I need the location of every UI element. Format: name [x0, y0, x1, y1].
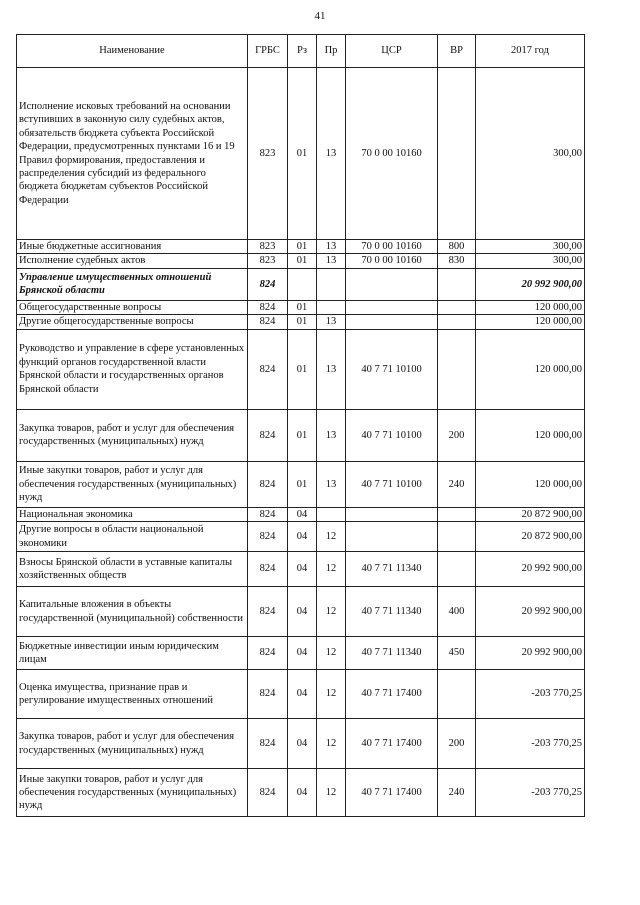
row-pr: 13	[317, 315, 346, 329]
row-pr: 13	[317, 461, 346, 507]
row-csr: 40 7 71 17400	[346, 769, 438, 817]
row-name: Иные закупки товаров, работ и услуг для обеспечения государственных (муниципальных) нужд	[17, 461, 248, 507]
row-csr	[346, 268, 438, 300]
row-vr: 240	[438, 461, 476, 507]
row-grbs: 824	[248, 315, 288, 329]
row-vr: 200	[438, 409, 476, 461]
row-pr: 12	[317, 637, 346, 670]
budget-table	[16, 34, 585, 817]
row-grbs: 824	[248, 329, 288, 409]
row-name: Иные бюджетные ассигнования	[17, 240, 248, 254]
row-name: Оценка имущества, признание прав и регулирование имущественных отношений	[17, 670, 248, 719]
row-pr: 13	[317, 68, 346, 240]
row-grbs: 824	[248, 552, 288, 587]
row-csr: 40 7 71 11340	[346, 587, 438, 637]
row-amount: 120 000,00	[476, 300, 585, 314]
row-amount: 300,00	[476, 68, 585, 240]
row-rz: 04	[288, 670, 317, 719]
row-csr	[346, 522, 438, 552]
header-name: Наименование	[17, 35, 248, 68]
row-rz	[288, 268, 317, 300]
row-vr	[438, 552, 476, 587]
row-pr	[317, 507, 346, 521]
row-amount: 20 992 900,00	[476, 637, 585, 670]
row-name: Другие вопросы в области национальной экономики	[17, 522, 248, 552]
row-pr	[317, 300, 346, 314]
header-grbs: ГРБС	[248, 35, 288, 68]
table-row	[17, 329, 585, 409]
row-vr: 200	[438, 719, 476, 769]
row-rz: 01	[288, 68, 317, 240]
row-amount: 120 000,00	[476, 409, 585, 461]
header-pr: Пр	[317, 35, 346, 68]
row-rz: 04	[288, 587, 317, 637]
row-pr: 12	[317, 769, 346, 817]
row-grbs: 824	[248, 409, 288, 461]
table-row	[17, 461, 585, 507]
row-grbs: 824	[248, 461, 288, 507]
table-header-row	[17, 35, 585, 68]
row-amount: 120 000,00	[476, 329, 585, 409]
table-row	[17, 68, 585, 240]
row-amount: -203 770,25	[476, 670, 585, 719]
row-vr	[438, 329, 476, 409]
row-vr: 400	[438, 587, 476, 637]
row-pr: 13	[317, 240, 346, 254]
table-row	[17, 254, 585, 268]
header-csr: ЦСР	[346, 35, 438, 68]
table-row	[17, 522, 585, 552]
row-grbs: 824	[248, 507, 288, 521]
row-name: Исполнение судебных актов	[17, 254, 248, 268]
row-name: Иные закупки товаров, работ и услуг для обеспечения государственных (муниципальных) нужд	[17, 769, 248, 817]
row-rz: 01	[288, 300, 317, 314]
row-csr: 70 0 00 10160	[346, 254, 438, 268]
row-amount: 20 992 900,00	[476, 552, 585, 587]
row-csr	[346, 300, 438, 314]
row-csr: 70 0 00 10160	[346, 68, 438, 240]
table-row	[17, 315, 585, 329]
row-amount: -203 770,25	[476, 769, 585, 817]
row-grbs: 824	[248, 719, 288, 769]
table-row	[17, 719, 585, 769]
row-pr: 12	[317, 587, 346, 637]
row-name: Взносы Брянской области в уставные капиталы хозяйственных обществ	[17, 552, 248, 587]
table-row	[17, 240, 585, 254]
row-amount: 20 872 900,00	[476, 507, 585, 521]
row-vr: 240	[438, 769, 476, 817]
row-grbs: 824	[248, 587, 288, 637]
table-row	[17, 637, 585, 670]
row-grbs: 823	[248, 68, 288, 240]
row-pr	[317, 268, 346, 300]
row-vr	[438, 507, 476, 521]
row-pr: 12	[317, 670, 346, 719]
row-rz: 04	[288, 637, 317, 670]
row-vr: 450	[438, 637, 476, 670]
row-rz: 04	[288, 719, 317, 769]
row-grbs: 824	[248, 769, 288, 817]
header-year: 2017 год	[476, 35, 585, 68]
row-amount: 20 872 900,00	[476, 522, 585, 552]
row-amount: 20 992 900,00	[476, 587, 585, 637]
table-row	[17, 268, 585, 300]
row-rz: 01	[288, 329, 317, 409]
row-grbs: 824	[248, 637, 288, 670]
row-csr: 40 7 71 10100	[346, 461, 438, 507]
row-name: Руководство и управление в сфере установленных функций органов государственной власти Брянской области и государственных органов Брянской области	[17, 329, 248, 409]
row-csr: 40 7 71 10100	[346, 329, 438, 409]
row-vr	[438, 522, 476, 552]
row-name: Закупка товаров, работ и услуг для обеспечения государственных (муниципальных) нужд	[17, 719, 248, 769]
row-csr: 70 0 00 10160	[346, 240, 438, 254]
row-csr: 40 7 71 11340	[346, 637, 438, 670]
row-csr: 40 7 71 10100	[346, 409, 438, 461]
row-grbs: 823	[248, 254, 288, 268]
row-rz: 01	[288, 315, 317, 329]
row-name: Национальная экономика	[17, 507, 248, 521]
page-number: 41	[314, 10, 326, 22]
row-pr: 13	[317, 329, 346, 409]
row-name: Бюджетные инвестиции иным юридическим лицам	[17, 637, 248, 670]
row-rz: 04	[288, 507, 317, 521]
row-name: Капитальные вложения в объекты государственной (муниципальной) собственности	[17, 587, 248, 637]
row-grbs: 824	[248, 522, 288, 552]
row-csr	[346, 507, 438, 521]
row-vr	[438, 670, 476, 719]
row-amount: -203 770,25	[476, 719, 585, 769]
table-row	[17, 300, 585, 314]
row-name: Закупка товаров, работ и услуг для обеспечения государственных (муниципальных) нужд	[17, 409, 248, 461]
row-pr: 13	[317, 409, 346, 461]
row-rz: 04	[288, 552, 317, 587]
table-row	[17, 552, 585, 587]
row-vr	[438, 268, 476, 300]
row-csr: 40 7 71 17400	[346, 719, 438, 769]
table-row	[17, 507, 585, 521]
row-rz: 01	[288, 240, 317, 254]
row-grbs: 824	[248, 300, 288, 314]
row-name: Исполнение исковых требований на основании вступивших в законную силу судебных актов, обязательств бюджета субъекта Российской Федерации, предусмотренных пунктами 16 и 19 Правил формирования, предоставления и распределения субсидий из федерального бюджета бюджетам субъектов Российской Федерации	[17, 68, 248, 240]
row-rz: 01	[288, 461, 317, 507]
header-vr: ВР	[438, 35, 476, 68]
row-grbs: 823	[248, 240, 288, 254]
table-row	[17, 769, 585, 817]
row-csr: 40 7 71 17400	[346, 670, 438, 719]
header-rz: Рз	[288, 35, 317, 68]
row-rz: 01	[288, 409, 317, 461]
row-pr: 12	[317, 522, 346, 552]
row-vr	[438, 300, 476, 314]
table-row	[17, 670, 585, 719]
row-amount: 20 992 900,00	[476, 268, 585, 300]
row-pr: 12	[317, 552, 346, 587]
row-vr	[438, 68, 476, 240]
row-csr: 40 7 71 11340	[346, 552, 438, 587]
row-amount: 300,00	[476, 254, 585, 268]
row-pr: 12	[317, 719, 346, 769]
row-csr	[346, 315, 438, 329]
row-vr: 800	[438, 240, 476, 254]
row-rz: 01	[288, 254, 317, 268]
row-grbs: 824	[248, 670, 288, 719]
table-row	[17, 587, 585, 637]
row-amount: 300,00	[476, 240, 585, 254]
row-name: Общегосударственные вопросы	[17, 300, 248, 314]
row-vr	[438, 315, 476, 329]
row-name: Другие общегосударственные вопросы	[17, 315, 248, 329]
row-grbs: 824	[248, 268, 288, 300]
row-name: Управление имущественных отношений Брянской области	[17, 268, 248, 300]
row-vr: 830	[438, 254, 476, 268]
row-amount: 120 000,00	[476, 315, 585, 329]
row-rz: 04	[288, 522, 317, 552]
table-row	[17, 409, 585, 461]
row-rz: 04	[288, 769, 317, 817]
row-amount: 120 000,00	[476, 461, 585, 507]
row-pr: 13	[317, 254, 346, 268]
